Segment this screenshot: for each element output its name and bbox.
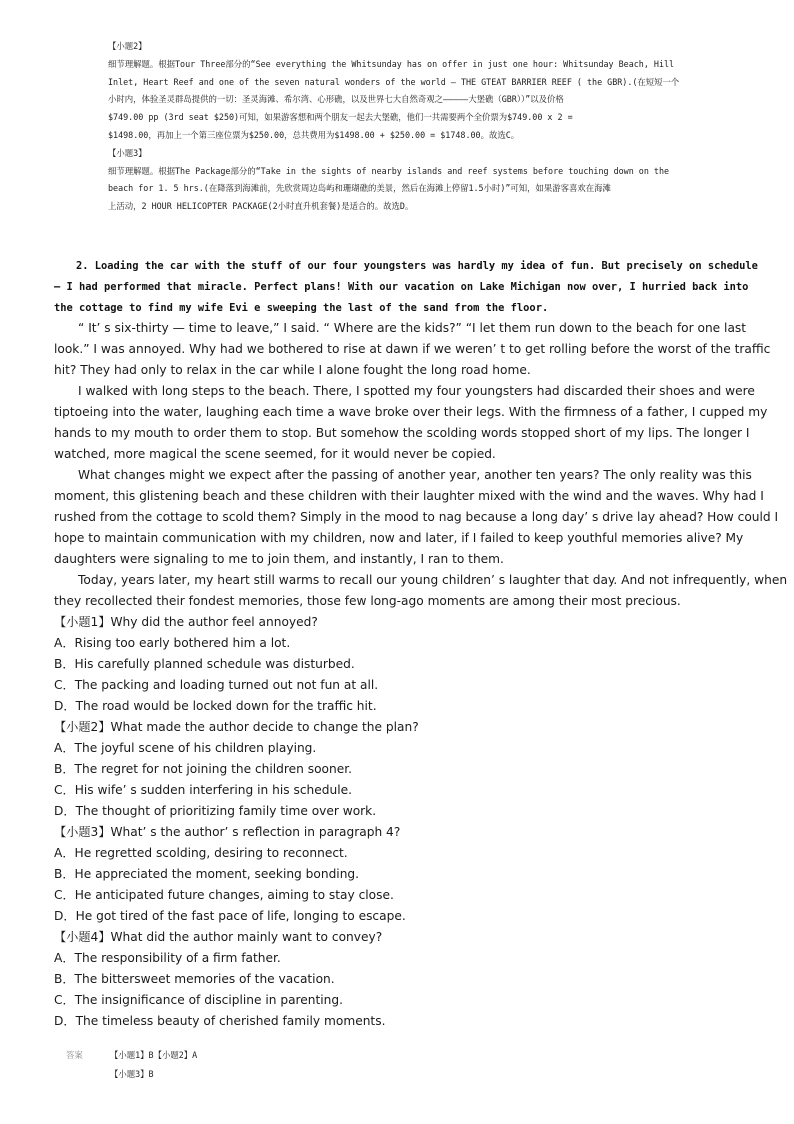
explanation-line: 小时内，体验圣灵群岛提供的一切：圣灵海滩、希尔湾、心形礁，以及世界七大自然奇观之—————大堡礁（GBR））”以及价格 xyxy=(108,94,564,105)
option-d: D．The timeless beauty of cherished family moments. xyxy=(54,1014,386,1029)
answer-text: 【小题1】B【小题2】A xyxy=(110,1050,198,1060)
option-b: B．His carefully planned schedule was disturbed. xyxy=(54,657,355,672)
paragraph-line: Today, years later, my heart still warms to recall our young children’ s laughter that day. And not infrequently, when xyxy=(78,573,788,588)
paragraph-line: moment, this glistening beach and these children with their laughter mixed with the wind and the waves. Why had I xyxy=(54,489,764,504)
question-3 xyxy=(54,822,744,927)
option-c: C．His wife’ s sudden interfering in his schedule. xyxy=(54,783,352,798)
explanation-line: $1498.00，再加上一个第三座位票为$250.00，总共费用为$1498.00 + $250.00 = $1748.00。故选C。 xyxy=(108,129,520,140)
paragraph-line: tiptoeing into the water, laughing each time a wave broke over their legs. With the firmness of a father, I cupped my xyxy=(54,405,768,420)
explanation-line: 【小题3】 xyxy=(108,147,147,158)
paragraph-line: hope to maintain communication with my children, now and later, if I failed to keep youthful memories alive? My xyxy=(54,531,744,546)
explanation-line: Inlet, Heart Reef and one of the seven natural wonders of the world — THE GTEAT BARRIER REEF ( the GBR).(在短短一个 xyxy=(108,76,680,87)
option-c: C．He anticipated future changes, aiming to stay close. xyxy=(54,888,394,903)
paragraph-line: watched, more magical the scene seemed, for it would never be copied. xyxy=(54,447,496,462)
reading-passage xyxy=(54,256,788,1032)
paragraph-line: they recollected their fondest memories, those few long-ago moments are among their most precious. xyxy=(54,594,681,609)
paragraph-line: I walked with long steps to the beach. There, I spotted my four youngsters had discarded their shoes and were xyxy=(78,384,755,399)
question-4 xyxy=(54,927,744,1032)
option-b: B．The bittersweet memories of the vacation. xyxy=(54,972,335,987)
option-c: C．The packing and loading turned out not fun at all. xyxy=(54,678,379,693)
paragraph-line: hit? They had only to relax in the car while I alone fought the long road home. xyxy=(54,363,531,378)
answer-line: 【小题3】B xyxy=(110,1069,154,1079)
answer-key xyxy=(66,1046,197,1084)
explanation-line: 细节理解题。根据The Package部分的“Take in the sights of nearby islands and reef systems before touching down on the xyxy=(108,165,670,176)
explanation-line: beach for 1. 5 hrs.(在降落到海滩前，先欣赏周边岛屿和珊瑚礁的美景，然后在海滩上停留1.5小时)”可知，如果游客喜欢在海滩 xyxy=(108,183,611,194)
question-stem: 【小题4】What did the author mainly want to convey? xyxy=(54,930,383,945)
question-1 xyxy=(54,612,744,717)
explanation-line: 细节理解题。根据Tour Three部分的“See everything the Whitsunday has on offer in just one hour: Whitsunday Beach, Hill xyxy=(108,58,675,69)
paragraph-line: “ It’ s six-thirty — time to leave,” I said. “ Where are the kids?” “I let them run down to the beach for one last xyxy=(78,321,747,336)
paragraph-line: hands to my mouth to order them to stop. But somehow the scolding words stopped short of my lips. The longer I xyxy=(54,426,750,441)
explanation-block xyxy=(108,38,728,216)
option-a: A．He regretted scolding, desiring to reconnect. xyxy=(54,846,348,861)
option-b: B．He appreciated the moment, seeking bonding. xyxy=(54,867,360,882)
question-stem: 【小题2】What made the author decide to change the plan? xyxy=(54,720,419,735)
answer-line xyxy=(66,1046,197,1065)
question-stem: 【小题1】Why did the author feel annoyed? xyxy=(54,615,318,630)
explanation-line: 【小题2】 xyxy=(108,41,147,51)
option-d: D．He got tired of the fast pace of life, longing to escape. xyxy=(54,909,406,924)
intro-line: the cottage to find my wife Evi e sweeping the last of the sand from the floor. xyxy=(54,301,549,314)
intro-line: 2. Loading the car with the stuff of our four youngsters was hardly my idea of fun. But precisely on schedule xyxy=(76,260,758,272)
explanation-line: 上活动，2 HOUR HELICOPTER PACKAGE(2小时直升机套餐)是适合的。故选D。 xyxy=(108,201,414,212)
paragraph-line: look.” I was annoyed. Why had we bothered to rise at dawn if we weren’ t to get rolling before the worst of the traffic xyxy=(54,342,771,357)
paragraph-line: What changes might we expect after the passing of another year, another ten years? The only reality was this xyxy=(78,468,752,483)
intro-line: — I had performed that miracle. Perfect plans! With our vacation on Lake Michigan now over, I hurried back into xyxy=(54,280,749,293)
option-a: A．Rising too early bothered him a lot. xyxy=(54,636,291,651)
explanation-line: $749.00 pp (3rd seat $250)可知，如果游客想和两个朋友一起去大堡礁，他们一共需要两个全价票为$749.00 x 2 = xyxy=(108,112,573,123)
paragraph-line: rushed from the cottage to scold them? Simply in the mood to nag because a long day’ s drive lay ahead? How could I xyxy=(54,510,779,525)
question-stem: 【小题3】What’ s the author’ s reflection in paragraph 4? xyxy=(54,825,401,840)
option-b: B．The regret for not joining the children sooner. xyxy=(54,762,352,777)
option-c: C．The insignificance of discipline in parenting. xyxy=(54,993,344,1008)
option-a: A．The joyful scene of his children playing. xyxy=(54,741,317,756)
passage-intro xyxy=(54,256,758,318)
option-d: D．The thought of prioritizing family time over work. xyxy=(54,804,377,819)
passage-body xyxy=(54,318,788,1032)
paragraph-line: daughters were signaling to me to join them, and instantly, I ran to them. xyxy=(54,552,504,567)
question-2 xyxy=(54,717,744,822)
option-d: D．The road would be locked down for the traffic hit. xyxy=(54,699,377,714)
answer-label: 答案 xyxy=(66,1050,83,1060)
option-a: A．The responsibility of a firm father. xyxy=(54,951,281,966)
